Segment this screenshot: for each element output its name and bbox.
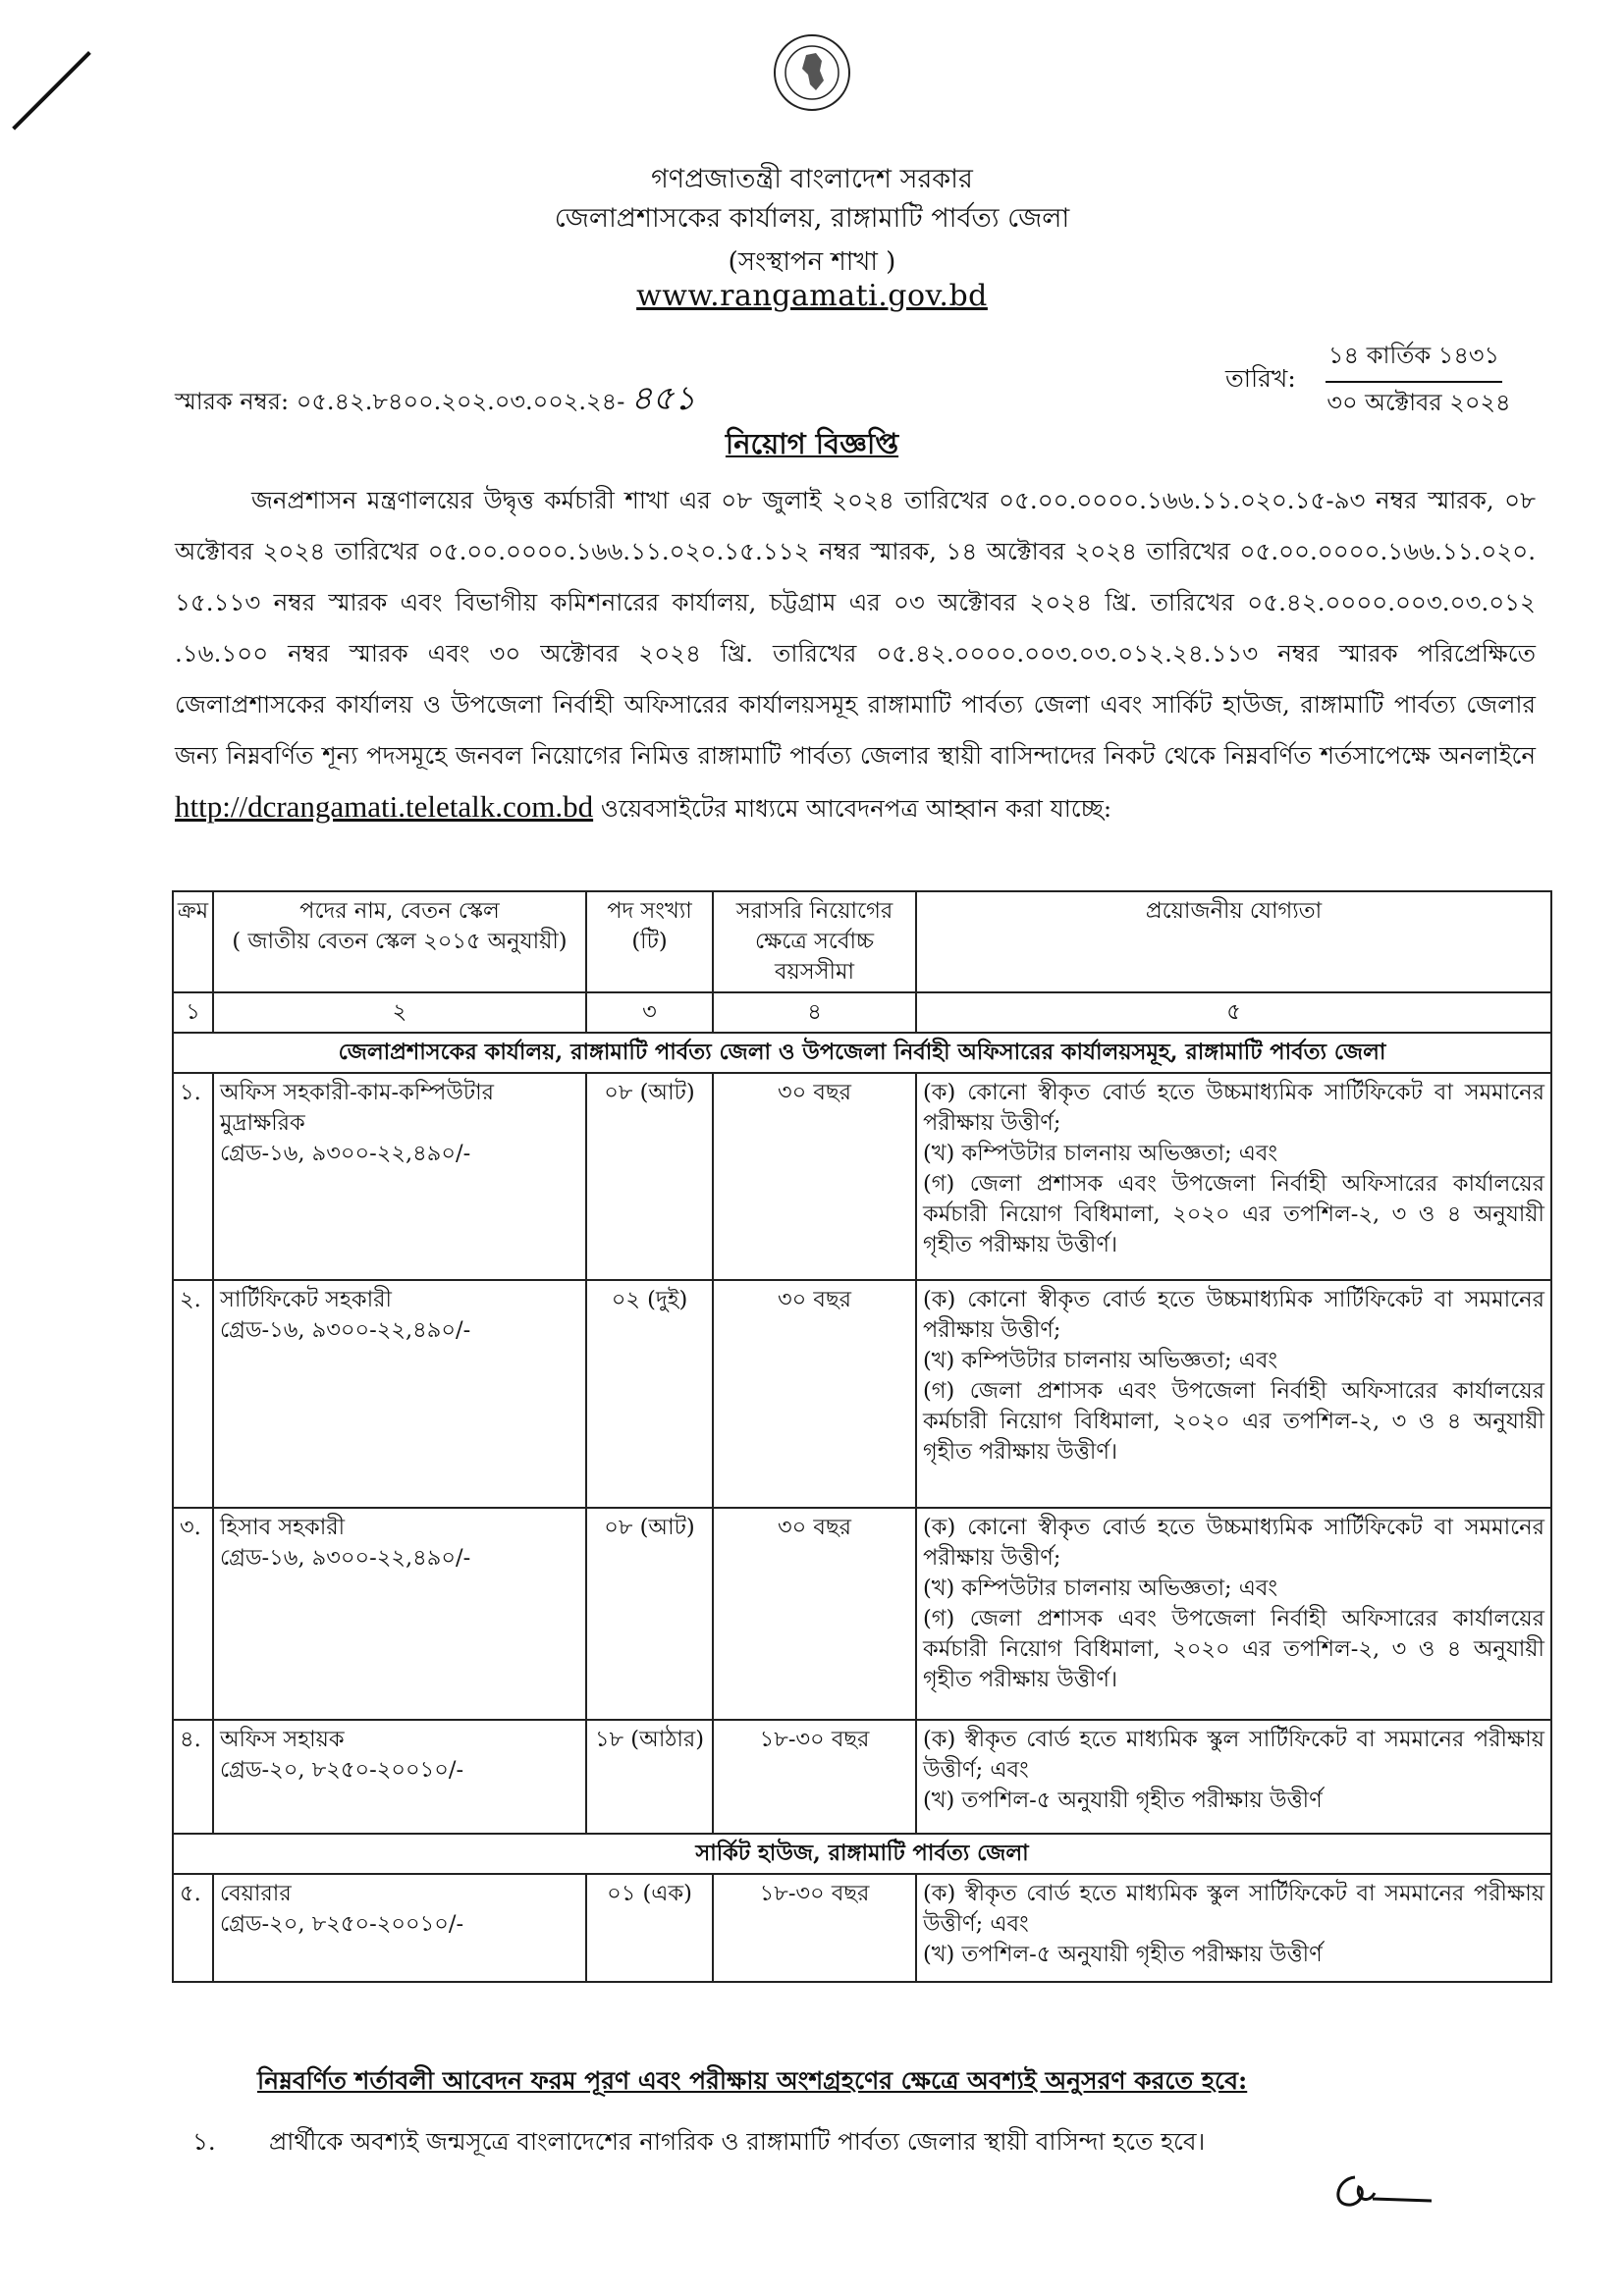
row-post <box>213 1874 586 1982</box>
row-serial: ১. <box>173 1073 213 1280</box>
row-qualification <box>916 1874 1551 1982</box>
section-heading: সার্কিট হাউজ, রাঙ্গামাটি পার্বত্য জেলা <box>173 1834 1551 1874</box>
row-post <box>213 1720 586 1834</box>
table-header-row <box>173 891 1551 992</box>
qualification-item: (ক) কোনো স্বীকৃত বোর্ড হতে উচ্চমাধ্যমিক সার্টিফিকেট বা সমমানের পরীক্ষায় উত্তীর্ণ; <box>923 1287 1544 1343</box>
row-qualification <box>916 1508 1551 1720</box>
qualification-item: (খ) কম্পিউটার চালনায় অভিজ্ঞতা; এবং <box>923 1575 1278 1601</box>
notice-body-text: জনপ্রশাসন মন্ত্রণালয়ের উদ্বৃত্ত কর্মচারী শাখা এর ০৮ জুলাই ২০২৪ তারিখের ০৫.০০.০০০০.১৬৬.১১.০২০.১৫-৯৩ নম্বর স্মারক, ০৮ অক্টোবর ২০২৪ তারিখের ০৫.০০.০০০০.১৬৬.১১.০২০.১৫.১১২ নম্বর স্মারক, ১৪ অক্টোবর ২০২৪ তারিখের ০৫.০০.০০০০.১৬৬.১১.০২০. ১৫.১১৩ নম্বর স্মারক এবং বিভাগীয় কমিশনারের কার্যালয়, চট্টগ্রাম এর ০৩ অক্টোবর ২০২৪ খ্রি. তারিখের ০৫.৪২.০০০০.০০৩.০৩.০১২ .১৬.১০০ নম্বর স্মারক এবং ৩০ অক্টোবর ২০২৪ খ্রি. তারিখের ০৫.৪২.০০০০.০০৩.০৩.০১২.২৪.১১৩ নম্বর স্মারক পরিপ্রেক্ষিতে জেলাপ্রশাসকের কার্যালয় ও উপজেলা নির্বাহী অফিসারের কার্যালয়সমূহ রাঙ্গামাটি পার্বত্য জেলা এবং সার্কিট হাউজ, রাঙ্গামাটি পার্বত্য জেলার জন্য নিম্নবর্ণিত শূন্য পদসমূহে জনবল নিয়োগের নিমিত্ত রাঙ্গামাটি পার্বত্য জেলার স্থায়ী বাসিন্দাদের নিকট থেকে নিম্নবর্ণিত শর্তসাপেক্ষে অনলাইনে <box>175 486 1536 770</box>
table-row <box>173 1720 1551 1834</box>
conditions-title: নিম্নবর্ণিত শর্তাবলী আবেদন ফরম পূরণ এবং পরীক্ষায় অংশগ্রহণের ক্ষেত্রে অবশ্যই অনুসরণ করতে হবে: <box>257 2066 1248 2095</box>
qualification-item: (ক) স্বীকৃত বোর্ড হতে মাধ্যমিক স্কুল সার্টিফিকেট বা সমমানের পরীক্ষায় উত্তীর্ণ; এবং <box>923 1881 1544 1937</box>
header-qualification: প্রয়োজনীয় যোগ্যতা <box>916 891 1551 992</box>
qualification-item: (খ) তপশিল-৫ অনুযায়ী গৃহীত পরীক্ষায় উত্তীর্ণ <box>923 1942 1323 1967</box>
section-row-dc-office <box>173 1033 1551 1073</box>
post-name: অফিস সহকারী-কাম-কম্পিউটার মুদ্রাক্ষরিক <box>220 1080 495 1136</box>
row-post <box>213 1508 586 1720</box>
qualification-item: (খ) কম্পিউটার চালনায় অভিজ্ঞতা; এবং <box>923 1348 1278 1373</box>
qualification-item: (ক) কোনো স্বীকৃত বোর্ড হতে উচ্চমাধ্যমিক সার্টিফিকেট বা সমমানের পরীক্ষায় উত্তীর্ণ; <box>923 1080 1544 1136</box>
row-age: ১৮-৩০ বছর <box>713 1720 916 1834</box>
memo-handwritten-number: ৪৫১ <box>630 379 696 418</box>
post-name: বেয়ারার <box>220 1881 292 1906</box>
condition-item <box>192 2124 1205 2163</box>
row-qualification <box>916 1073 1551 1280</box>
notice-body <box>175 475 1536 834</box>
row-serial: ৫. <box>173 1874 213 1982</box>
post-grade: গ্রেড-২০, ৮২৫০-২০০১০/- <box>220 1911 464 1937</box>
row-age: ৩০ বছর <box>713 1508 916 1720</box>
post-name: সার্টিফিকেট সহকারী <box>220 1287 392 1312</box>
notice-body-text-after: ওয়েবসাইটের মাধ্যমে আবেদনপত্র আহ্বান করা যাচ্ছে: <box>600 794 1112 823</box>
row-age: ৩০ বছর <box>713 1280 916 1508</box>
row-count: ০১ (এক) <box>586 1874 713 1982</box>
row-age: ১৮-৩০ বছর <box>713 1874 916 1982</box>
branch-name: (সংস্থাপন শাখা ) <box>728 247 896 277</box>
post-grade: গ্রেড-১৬, ৯৩০০-২২,৪৯০/- <box>220 1545 471 1571</box>
row-count: ০৮ (আট) <box>586 1073 713 1280</box>
vacancy-table <box>172 890 1552 1983</box>
qualification-item: (গ) জেলা প্রশাসক এবং উপজেলা নির্বাহী অফিসারের কার্যালয়ের কর্মচারী নিয়োগ বিধিমালা, ২০২০ এর তপশিল-২, ৩ ও ৪ অনুযায়ী গৃহীত পরীক্ষায় উত্তীর্ণ। <box>923 1171 1544 1257</box>
condition-text: প্রার্থীকে অবশ্যই জন্মসূত্রে বাংলাদেশের নাগরিক ও রাঙ্গামাটি পার্বত্য জেলার স্থায়ী বাসিন্দা হতে হবে। <box>269 2127 1206 2156</box>
row-count: ০২ (দুই) <box>586 1280 713 1508</box>
office-name: জেলাপ্রশাসকের কার্যালয়, রাঙ্গামাটি পার্বত্য জেলা <box>554 203 1070 234</box>
qualification-item: (গ) জেলা প্রশাসক এবং উপজেলা নির্বাহী অফিসারের কার্যালয়ের কর্মচারী নিয়োগ বিধিমালা, ২০২০ এর তপশিল-২, ৩ ও ৪ অনুযায়ী গৃহীত পরীক্ষায় উত্তীর্ণ। <box>923 1378 1544 1465</box>
date-bangla: ১৪ কার্তিক ১৪৩১ <box>1326 338 1502 383</box>
qualification-item: (খ) কম্পিউটার চালনায় অভিজ্ঞতা; এবং <box>923 1141 1278 1166</box>
application-url[interactable]: http://dcrangamati.teletalk.com.bd <box>175 789 594 824</box>
row-count: ১৮ (আঠার) <box>586 1720 713 1834</box>
date-gregorian: ৩০ অক্টোবর ২০২৪ <box>1326 389 1511 416</box>
post-grade: গ্রেড-১৬, ৯৩০০-২২,৪৯০/- <box>220 1141 471 1166</box>
row-serial: ২. <box>173 1280 213 1508</box>
qualification-item: (ক) কোনো স্বীকৃত বোর্ড হতে উচ্চমাধ্যমিক সার্টিফিকেট বা সমমানের পরীক্ষায় উত্তীর্ণ; <box>923 1515 1544 1571</box>
notice-title <box>0 422 1624 470</box>
memo-label: স্মারক নম্বর: ০৫.৪২.৮৪০০.২০২.০৩.০০২.২৪- <box>175 388 625 415</box>
row-age: ৩০ বছর <box>713 1073 916 1280</box>
row-serial: ৪. <box>173 1720 213 1834</box>
row-serial: ৩. <box>173 1508 213 1720</box>
post-grade: গ্রেড-২০, ৮২৫০-২০০১০/- <box>220 1757 464 1783</box>
row-qualification <box>916 1720 1551 1834</box>
table-row <box>173 1280 1551 1508</box>
table-row <box>173 1508 1551 1720</box>
section-heading: জেলাপ্রশাসকের কার্যালয়, রাঙ্গামাটি পার্বত্য জেলা ও উপজেলা নির্বাহী অফিসারের কার্যালয়সমূহ, রাঙ্গামাটি পার্বত্য জেলা <box>173 1033 1551 1073</box>
government-seal <box>773 33 851 116</box>
memo-number <box>175 373 696 429</box>
condition-number: ১. <box>192 2127 216 2156</box>
column-number-row <box>173 992 1551 1033</box>
col-number: ৩ <box>586 992 713 1033</box>
col-number: ২ <box>213 992 586 1033</box>
header-post-name: পদের নাম, বেতন স্কেল ( জাতীয় বেতন স্কেল ২০১৫ অনুযায়ী) <box>213 891 586 992</box>
row-qualification <box>916 1280 1551 1508</box>
date-label: তারিখ: <box>1225 364 1296 393</box>
post-name: অফিস সহায়ক <box>220 1727 345 1752</box>
row-count: ০৮ (আট) <box>586 1508 713 1720</box>
header-post-count: পদ সংখ্যা (টি) <box>586 891 713 992</box>
qualification-item: (গ) জেলা প্রশাসক এবং উপজেলা নির্বাহী অফিসারের কার্যালয়ের কর্মচারী নিয়োগ বিধিমালা, ২০২০ এর তপশিল-২, ৩ ও ৪ অনুযায়ী গৃহীত পরীক্ষায় উত্তীর্ণ। <box>923 1606 1544 1692</box>
signature <box>1326 2160 1434 2222</box>
pen-slash-mark <box>12 51 91 131</box>
govt-name: গণপ্রজাতন্ত্রী বাংলাদেশ সরকার <box>651 164 973 194</box>
post-grade: গ্রেড-১৬, ৯৩০০-২২,৪৯০/- <box>220 1317 471 1343</box>
table-row <box>173 1874 1551 1982</box>
table-row <box>173 1073 1551 1280</box>
section-row-circuit-house <box>173 1834 1551 1874</box>
qualification-item: (খ) তপশিল-৫ অনুযায়ী গৃহীত পরীক্ষায় উত্তীর্ণ <box>923 1788 1323 1813</box>
qualification-item: (ক) স্বীকৃত বোর্ড হতে মাধ্যমিক স্কুল সার্টিফিকেট বা সমমানের পরীক্ষায় উত্তীর্ণ; এবং <box>923 1727 1544 1783</box>
row-post <box>213 1280 586 1508</box>
header-serial: ক্রম <box>173 891 213 992</box>
col-number: ১ <box>173 992 213 1033</box>
notice-title-text: নিয়োগ বিজ্ঞপ্তি <box>725 427 899 460</box>
col-number: ৫ <box>916 992 1551 1033</box>
post-name: হিসাব সহকারী <box>220 1515 346 1540</box>
row-post <box>213 1073 586 1280</box>
col-number: ৪ <box>713 992 916 1033</box>
header-age-limit: সরাসরি নিয়োগের ক্ষেত্রে সর্বোচ্চ বয়সসীমা <box>713 891 916 992</box>
website-link[interactable]: www.rangamati.gov.bd <box>636 279 988 313</box>
